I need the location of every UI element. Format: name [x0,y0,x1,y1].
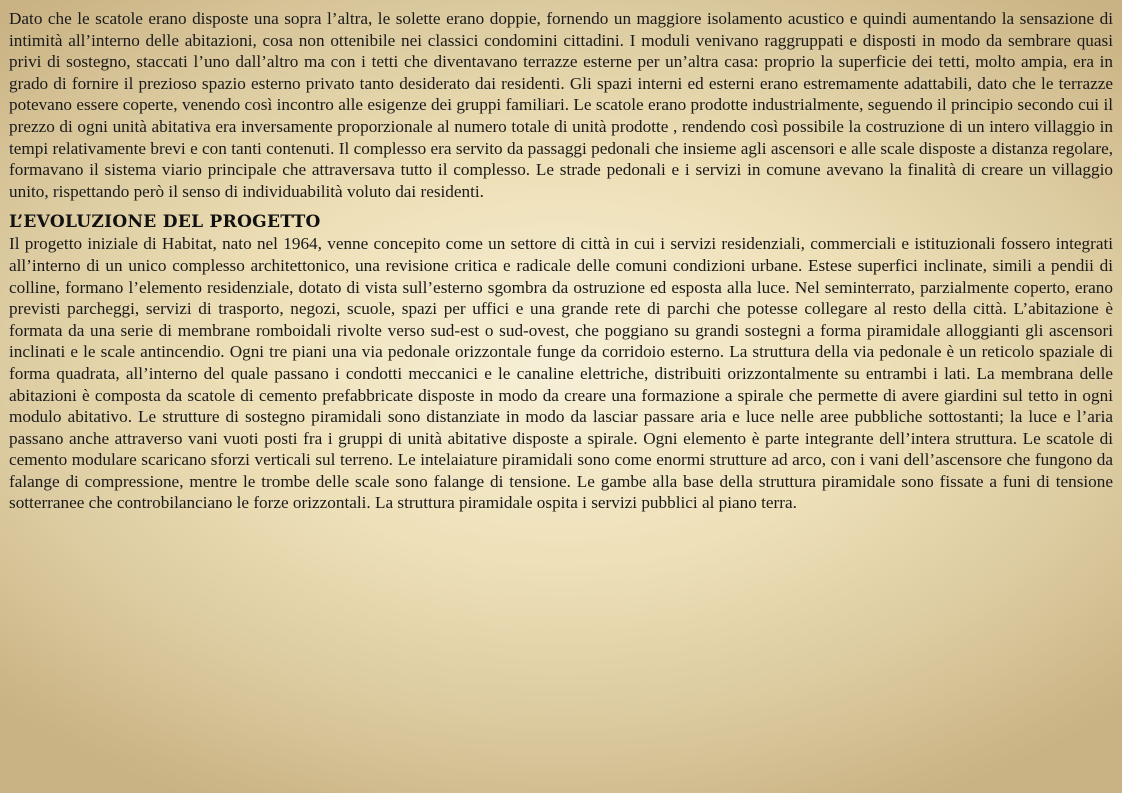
intro-paragraph: Dato che le scatole erano disposte una sopra l’altra, le solette erano doppie, fornendo un maggiore isolamento acustico e quindi aumentando la sensazione di intimità all’interno delle abitazioni, cosa non ottenibile nei classici condomini cittadini. I moduli venivano raggruppati e disposti in modo da sembrare quasi privi di sostegno, staccati l’uno dall’altro ma con i tetti che diventavano terrazze esterne per un’altra casa: proprio la superficie dei tetti, molto ampia, era in grado di fornire il prezioso spazio esterno privato tanto desiderato dai residenti. Gli spazi interni ed esterni erano estremamente adattabili, dato che le terrazze potevano essere coperte, venendo così incontro alle esigenze dei gruppi familiari. Le scatole erano prodotte industrialmente, seguendo il principio secondo cui il prezzo di ogni unità abitativa era inversamente proporzionale al numero totale di unità prodotte , rendendo così possibile la costruzione di un intero villaggio in tempi relativamente brevi e con tanti contenuti. Il complesso era servito da passaggi pedonali che insieme agli ascensori e alle scale disposte a distanza regolare, formavano il sistema viario principale che attraversava tutto il complesso. Le strade pedonali e i servizi in comune avevano la finalità di creare un villaggio unito, rispettando però il senso di individuabilità voluto dai residenti. [9,9,1113,201]
section-heading: L’EVOLUZIONE DEL PROGETTO [9,212,321,233]
body-paragraph: Il progetto iniziale di Habitat, nato nel 1964, venne concepito come un settore di città in cui i servizi residenziali, commerciali e istituzionali fossero integrati all’interno di un unico complesso architettonico, una revisione critica e radicale delle comuni condizioni urbane. Estese superfici inclinate, simili a pendii di colline, formano l’elemento residenziale, dotato di vista sull’esterno sgombra da ostruzione ed esposta alla luce. Nel seminterrato, parzialmente coperto, erano previsti parcheggi, servizi di trasporto, negozi, scuole, spazi per uffici e una grande rete di parchi che potesse collegare al resto della città. L’abitazione è formata da una serie di membrane romboidali rivolte verso sud-est o sud-ovest, che poggiano su grandi sostegni a forma piramidale alloggianti gli ascensori inclinati e le scale antincendio. Ogni tre piani una via pedonale orizzontale funge da corridoio esterno. La struttura della via pedonale è un reticolo spaziale di forma quadrata, all’interno del quale passano i condotti meccanici e le canaline elettriche, distribuiti orizzontalmente su entrambi i lati. La membrana delle abitazioni è composta da scatole di cemento prefabbricate disposte in modo da creare una formazione a spirale che permette di avere giardini sul tetto in ogni modulo abitativo. Le strutture di sostegno piramidali sono distanziate in modo da lasciar passare aria e luce nelle aree pubbliche sottostanti; la luce e l’aria passano anche attraverso vani vuoti posti fra i gruppi di unità abitative disposte a spirale. Ogni elemento è parte integrante dell’intera struttura. Le scatole di cemento modulare scaricano sforzi verticali sul terreno. Le intelaiature piramidali sono come enormi strutture ad arco, con i vani dell’ascensore che fungono da falange di compressione, mentre le trombe delle scale sono falange di tensione. Le gambe alla base della struttura piramidale sono fissate a funi di tensione sotterranee che controbilanciano le forze orizzontali. La struttura piramidale ospita i servizi pubblici al piano terra. [9,234,1113,513]
slide [9,8,1113,788]
